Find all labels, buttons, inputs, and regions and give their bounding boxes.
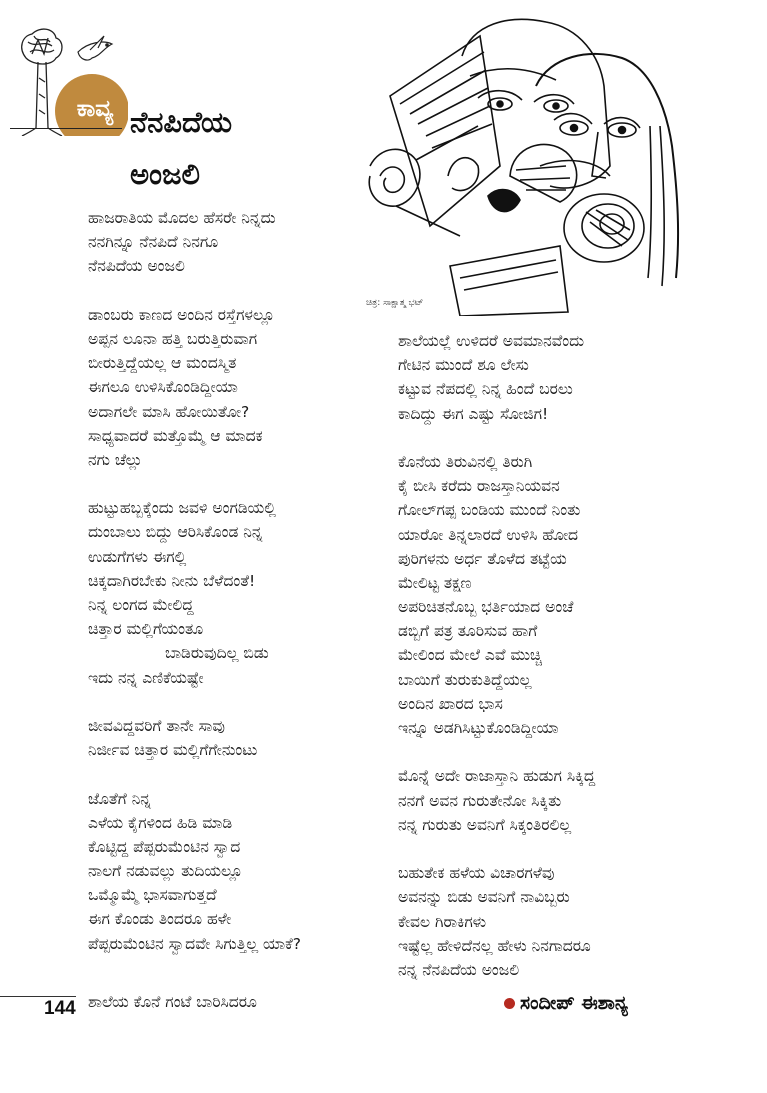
poem-line: ಅಂದಿನ ಖಾರದ ಭಾಸ: [398, 694, 503, 713]
poem-line: ಹಾಜರಾತಿಯ ಮೊದಲ ಹೆಸರೇ ನಿನ್ನದು: [88, 209, 276, 227]
poem-title: [130, 96, 232, 200]
poem-line: ಡಬ್ಬಿಗೆ ಪತ್ರ ತೂರಿಸುವ ಹಾಗೆ: [398, 622, 538, 641]
poem-line: ನಾಲಗೆ ನಡುವಲ್ಲು ತುದಿಯಲ್ಲೂ: [88, 862, 243, 881]
title-line-2: ಅಂಜಲಿ: [130, 157, 200, 191]
poem-line: ಎಳೆಯ ಕೈಗಳಿಂದ ಹಿಡಿ ಮಾಡಿ: [88, 813, 233, 832]
poem-line: ಮೇಲಿಟ್ಟ ತಕ್ಷಣ: [398, 573, 472, 592]
poem-line: ಪುರಿಗಳನು ಅರ್ಧ ತೊಳೆದ ತಟ್ಟೆಯ: [398, 549, 567, 568]
page-number: 144: [44, 998, 76, 1019]
author-name: ಸಂದೀಪ್ ಈಶಾನ್ಯ: [520, 992, 628, 1014]
poem-line: ಈಗಲೂ ಉಳಿಸಿಕೊಂಡಿದ್ದೀಯಾ: [88, 378, 238, 397]
poem-line: ನನಗೆ ಅವನ ಗುರುತೇನೋ ಸಿಕ್ಕಿತು: [398, 791, 562, 810]
poem-line: ಜೊತೆಗೆ ನಿನ್ನ: [88, 789, 152, 808]
poem-line: ಬಹುತೇಕ ಹಳೆಯ ವಿಚಾರಗಳೆವು: [398, 864, 555, 883]
poem-line: ನಿನ್ನ ಲಂಗದ ಮೇಲಿದ್ದ: [88, 596, 194, 614]
poem-line: ಕಟ್ಟುವ ನೆಪದಲ್ಲಿ ನಿನ್ನ ಹಿಂದೆ ಬರಲು: [398, 380, 573, 399]
poem-line: ಇನ್ನೂ ಅಡಗಿಸಿಟ್ಟುಕೊಂಡಿದ್ದೀಯಾ: [398, 719, 559, 737]
poem-line: ಕೊನೆಯ ತಿರುವಿನಲ್ಲಿ ತಿರುಗಿ: [398, 452, 533, 471]
poem-left-column: [88, 206, 301, 980]
poem-left-last-line: ಶಾಲೆಯ ಕೊನೆ ಗಂಟೆ ಬಾರಿಸಿದರೂ: [88, 993, 257, 1011]
poem-right-column: [398, 329, 595, 1006]
poem-line: ನನ್ನ ಗುರುತು ಅವನಿಗೆ ಸಿಕ್ಕಂತಿರಲಿಲ್ಲ: [398, 815, 572, 834]
bullet-dot-icon: [504, 998, 515, 1009]
poem-line: ಅಪರಿಚಿತನೊಬ್ಬ ಭರ್ತಿಯಾದ ಅಂಚೆ: [398, 598, 574, 617]
poem-line: ದುಂಬಾಲು ಬಿದ್ದು ಆರಿಸಿಕೊಂಡ ನಿನ್ನ: [88, 523, 263, 542]
poem-line: ಅವನನ್ನು ಬಿಡು ಅವನಿಗೆ ನಾವಿಬ್ಬರು: [398, 888, 570, 907]
poem-line: ಚಿತ್ತಾರ ಮಲ್ಲಿಗೆಯಂತೂ: [88, 620, 204, 639]
poem-line: ಪೆಪ್ಪರುಮೆಂಟಿನ ಸ್ವಾದವೇ ಸಿಗುತ್ತಿಲ್ಲ ಯಾಕೆ?: [88, 934, 301, 953]
poem-line: ಒಮ್ಮೊಮ್ಮೆ ಭಾಸವಾಗುತ್ತದೆ: [88, 886, 217, 905]
poem-line: ನನ್ನ ನೆನಪಿದೆಯ ಅಂಜಲಿ: [398, 960, 520, 979]
title-line-1: ನೆನಪಿದೆಯ: [130, 105, 233, 139]
poem-line: ಯಾರೋ ತಿನ್ನಲಾರದೆ ಉಳಿಸಿ ಹೋದ: [398, 525, 579, 544]
poem-line: ಕಾದಿದ್ದು ಈಗ ಎಷ್ಟು ಸೋಜಿಗ!: [398, 404, 549, 423]
stanza: [398, 764, 595, 837]
stanza: [88, 787, 301, 956]
poem-line: ಜೀವವಿದ್ದವರಿಗೆ ತಾನೇ ಸಾವು: [88, 716, 225, 735]
poem-line: ಬೀರುತ್ತಿದ್ದೆಯಲ್ಲ ಆ ಮಂದಸ್ಮಿತ: [88, 354, 237, 373]
poem-line: ಕೊಟ್ಟಿದ್ದ ಪೆಪ್ಪರುಮೆಂಟಿನ ಸ್ವಾದ: [88, 837, 241, 856]
poem-line: ಗೋಲ್‌ಗಪ್ಪ ಬಂಡಿಯ ಮುಂದೆ ನಿಂತು: [398, 501, 581, 520]
poem-line: ಡಾಂಬರು ಕಾಣದ ಅಂದಿನ ರಸ್ತೆಗಳಲ್ಲೂ: [88, 305, 275, 324]
poem-line: ನನಗಿನ್ನೂ ನೆನಪಿದೆ ನಿನಗೂ: [88, 233, 219, 252]
stanza: [88, 303, 301, 472]
poem-line: ಹುಟ್ಟುಹಬ್ಬಕ್ಕೆಂದು ಜವಳಿ ಅಂಗಡಿಯಲ್ಲಿ: [88, 499, 276, 518]
stanza: [88, 496, 301, 690]
poem-line: ಅಪ್ಪನ ಲೂನಾ ಹತ್ತಿ ಬರುತ್ತಿರುವಾಗ: [88, 329, 258, 348]
poem-line: ಗೇಟಿನ ಮುಂದೆ ಶೂ ಲೇಸು: [398, 356, 529, 375]
title-rule: [10, 128, 122, 129]
page-rule: [0, 996, 76, 997]
poem-line: ನಿರ್ಜೀವ ಚಿತ್ತಾರ ಮಲ್ಲಿಗೆಗೇನುಂಟು: [88, 741, 258, 760]
poem-line: ಸಾಧ್ಯವಾದರೆ ಮತ್ತೊಮ್ಮೆ ಆ ಮಾದಕ: [88, 426, 263, 445]
stanza: [398, 450, 595, 740]
stanza: [88, 206, 301, 279]
poem-line: ನಗು ಚೆಲ್ಲು: [88, 450, 143, 469]
poem-line: ಕೈ ಬೀಸಿ ಕರೆದು ರಾಜಸ್ತಾನಿಯವನ: [398, 477, 560, 496]
poem-line: ಚಿಕ್ಕದಾಗಿರಬೇಕು ನೀನು ಬೆಳೆದಂತೆ!: [88, 571, 256, 590]
poem-line: ಮೊನ್ನೆ ಅದೇ ರಾಜಾಸ್ತಾನಿ ಹುಡುಗ ಸಿಕ್ಕಿದ್ದ: [398, 767, 596, 786]
poem-line: ಕೇವಲ ಗಿರಾಕಿಗಳು: [398, 912, 487, 931]
poem-line: ಉಡುಗೆಗಳು ಈಗಲ್ಲಿ: [88, 547, 187, 566]
poem-line: ಇಷ್ಟೆಲ್ಲ ಹೇಳಿದೆನಲ್ಲ ಹೇಳು ನಿನಗಾದರೂ: [398, 936, 591, 955]
poem-line: ಶಾಲೆಯಲ್ಲೆ ಉಳಿದರೆ ಅವಮಾನವೆಂದು: [398, 332, 585, 350]
section-logo: [8, 18, 128, 136]
author-byline: [504, 990, 628, 1016]
poem-line: ಮೇಲಿಂದ ಮೇಲೆ ಎವೆ ಮುಚ್ಚಿ: [398, 646, 542, 665]
illustration-credit: ಚಿತ್ರ: ಸಾಕ್ಷಾತ್ಮ ಭಟ್: [366, 298, 424, 308]
illustration: [360, 16, 690, 316]
poem-line: ಅದಾಗಲೇ ಮಾಸಿ ಹೋಯಿತೋ?: [88, 402, 250, 421]
section-logo-text: ಕಾವ್ಯ: [76, 96, 114, 122]
poem-line: ಇದು ನನ್ನ ಎಣಿಕೆಯಷ್ಟೇ: [88, 668, 204, 687]
stanza: [88, 714, 301, 762]
stanza: [398, 329, 595, 426]
poem-line: ಬಾಯಿಗೆ ತುರುಕುತಿದ್ದೆಯಲ್ಲ: [398, 670, 532, 689]
abstract-faces-illustration-icon: [360, 16, 690, 316]
poem-line: ನೆನಪಿದೆಯ ಅಂಜಲಿ: [88, 257, 185, 276]
poem-line: ಈಗ ಕೊಂಡು ತಿಂದರೂ ಹಳೇ: [88, 910, 232, 929]
stanza: [398, 861, 595, 982]
poem-line: ಬಾಡಿರುವುದಿಲ್ಲ ಬಿಡು: [165, 644, 269, 663]
